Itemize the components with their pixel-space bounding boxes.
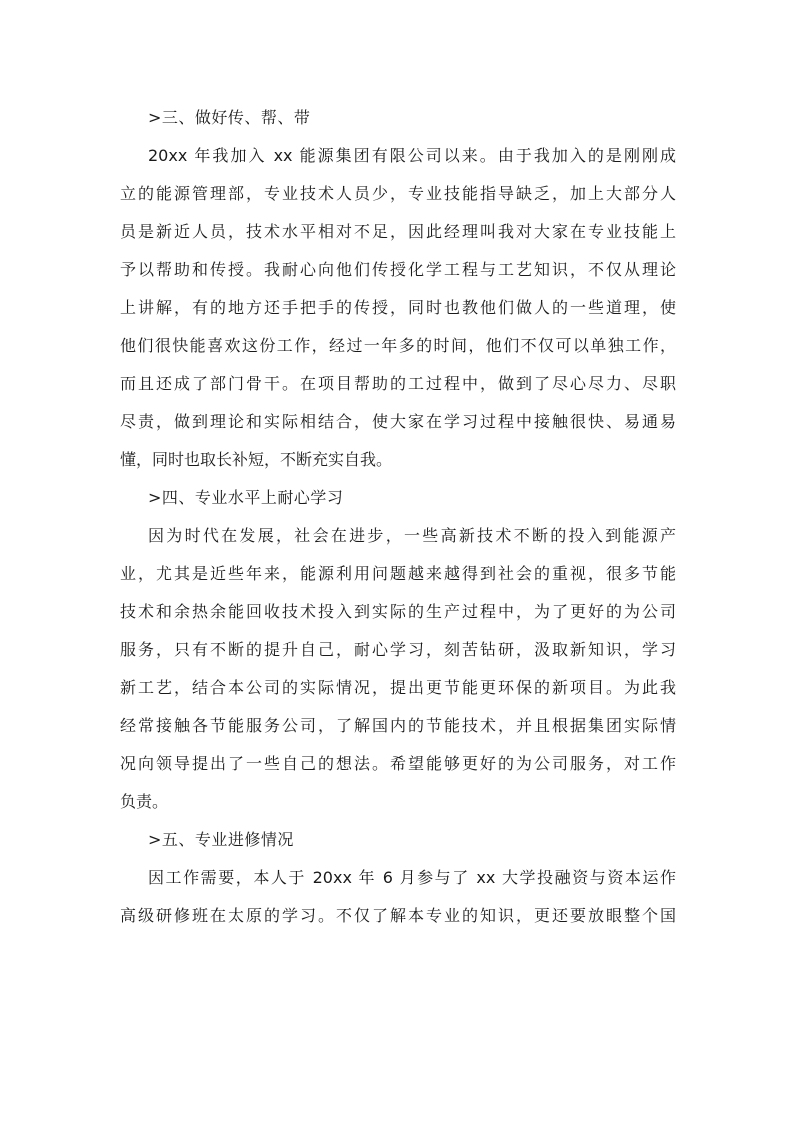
paragraph-line: 技术和余热余能回收技术投入到实际的生产过程中，为了更好的为公司 — [120, 602, 676, 621]
paragraph-line: 20xx 年我加入 xx 能源集团有限公司以来。由于我加入的是刚刚成 — [148, 146, 676, 165]
paragraph-line: 他们很快能喜欢这份工作，经过一年多的时间，他们不仅可以单独工作， — [120, 336, 676, 355]
document-body — [120, 99, 676, 935]
paragraph-line: 予以帮助和传授。我耐心向他们传授化学工程与工艺知识，不仅从理论 — [120, 260, 676, 279]
section-paragraph-5 — [120, 859, 676, 935]
paragraph-line: 立的能源管理部，专业技术人员少，专业技能指导缺乏，加上大部分人 — [120, 184, 676, 203]
section-paragraph-4 — [120, 517, 676, 821]
paragraph-line: 业，尤其是近些年来，能源利用问题越来越得到社会的重视，很多节能 — [120, 564, 676, 583]
paragraph-line: 高级研修班在太原的学习。不仅了解本专业的知识，更还要放眼整个国 — [120, 906, 676, 925]
paragraph-line: 员是新近人员，技术水平相对不足，因此经理叫我对大家在专业技能上 — [120, 222, 676, 241]
paragraph-line: 懂，同时也取长补短，不断充实自我。 — [120, 450, 393, 469]
paragraph-line: 经常接触各节能服务公司，了解国内的节能技术，并且根据集团实际情 — [120, 716, 676, 735]
paragraph-line: 新工艺，结合本公司的实际情况，提出更节能更环保的新项目。为此我 — [120, 678, 676, 697]
section-heading-4: >四、专业水平上耐心学习 — [148, 488, 344, 507]
paragraph-line: 而且还成了部门骨干。在项目帮助的工过程中，做到了尽心尽力、尽职 — [120, 374, 676, 393]
paragraph-line: 况向领导提出了一些自己的想法。希望能够更好的为公司服务，对工作 — [120, 754, 676, 773]
paragraph-line: 上讲解，有的地方还手把手的传授，同时也教他们做人的一些道理，使 — [120, 298, 676, 317]
section-heading-3: >三、做好传、帮、带 — [148, 108, 311, 127]
section-heading-5: >五、专业进修情况 — [148, 830, 294, 849]
paragraph-line: 尽责，做到理论和实际相结合，使大家在学习过程中接触很快、易通易 — [120, 412, 676, 431]
paragraph-line: 负责。 — [120, 792, 169, 811]
paragraph-line: 因为时代在发展，社会在进步，一些高新技术不断的投入到能源产 — [148, 526, 676, 545]
section-paragraph-3 — [120, 137, 676, 479]
paragraph-line: 服务，只有不断的提升自己，耐心学习，刻苦钻研，汲取新知识，学习 — [120, 640, 676, 659]
paragraph-line: 因工作需要，本人于 20xx 年 6 月参与了 xx 大学投融资与资本运作 — [148, 868, 676, 887]
